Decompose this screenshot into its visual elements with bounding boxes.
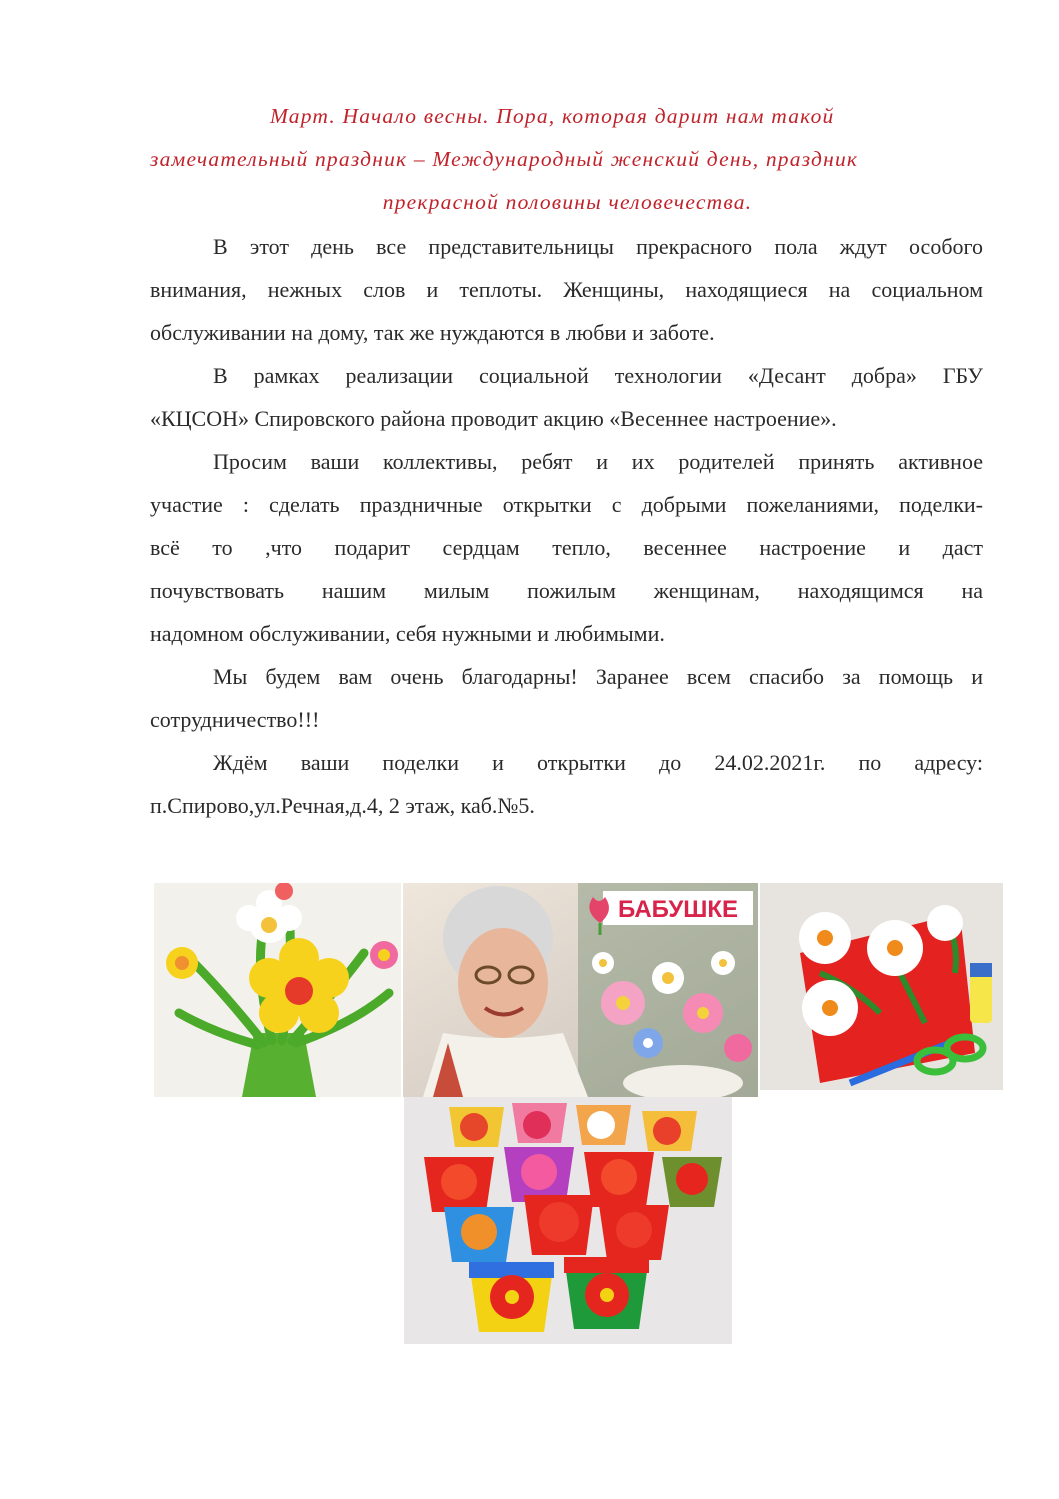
text-line: почувствовать нашим милым пожилым женщинам, находящимся на xyxy=(150,578,983,603)
text-line: всё то ,что подарит сердцам тепло, весеннее настроение и даст xyxy=(150,535,983,560)
intro-line-3: прекрасной половины человечества. xyxy=(382,190,753,214)
text-line: «КЦСОН» Спировского района проводит акцию «Весеннее настроение». xyxy=(150,406,837,431)
text-line: обслуживании на дому, так же нуждаются в любви и заботе. xyxy=(150,320,715,345)
text-line: В этот день все представительницы прекрасного пола ждут особого xyxy=(213,234,983,259)
letter-body xyxy=(150,225,983,827)
paper-card-image xyxy=(760,883,1003,1090)
paper-cups-image xyxy=(404,1097,732,1344)
text-line: В рамках реализации социальной технологии «Десант добра» ГБУ xyxy=(213,363,983,388)
text-line: надомном обслуживании, себя нужными и любимыми. xyxy=(150,621,665,646)
grandma-banner-text: БАБУШКЕ xyxy=(618,896,739,923)
text-line: внимания, нежных слов и теплоты. Женщины, находящиеся на социальном xyxy=(150,277,983,302)
intro-line-1: Март. Начало весны. Пора, которая дарит нам такой xyxy=(270,104,835,128)
grandma-flowers-image xyxy=(403,883,758,1097)
paragraph-4 xyxy=(150,655,983,741)
intro-line-2: замечательный праздник – Международный женский день, праздник xyxy=(150,147,859,171)
text-line: участие : сделать праздничные открытки с добрыми пожеланиями, поделки- xyxy=(150,492,983,517)
intro-heading xyxy=(150,95,985,224)
text-line: Мы будем вам очень благодарны! Заранее всем спасибо за помощь и xyxy=(213,664,983,689)
paper-bouquet-image xyxy=(154,883,401,1097)
paragraph-1 xyxy=(150,225,983,354)
paragraph-2 xyxy=(150,354,983,440)
text-line: п.Спирово,ул.Речная,д.4, 2 этаж, каб.№5. xyxy=(150,793,535,818)
text-line: Ждём ваши поделки и открытки до 24.02.2021г. по адресу: xyxy=(213,750,983,775)
text-line: Просим ваши коллективы, ребят и их родителей принять активное xyxy=(213,449,983,474)
paragraph-5 xyxy=(150,741,983,827)
paragraph-3 xyxy=(150,440,983,655)
text-line: сотрудничество!!! xyxy=(150,707,320,732)
